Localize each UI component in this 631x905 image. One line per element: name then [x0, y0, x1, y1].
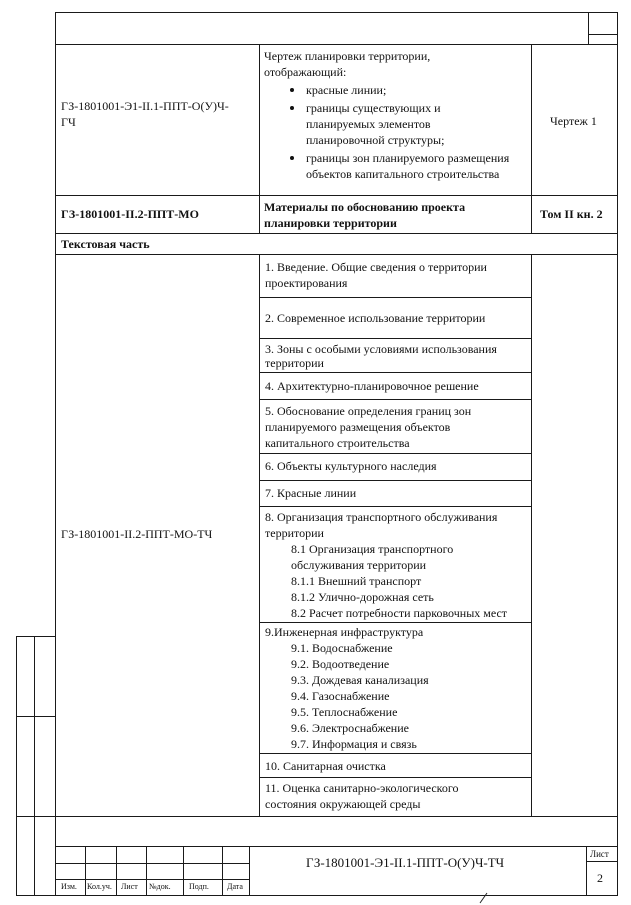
list-item: территории: [265, 526, 324, 540]
list-item: 7. Красные линии: [265, 486, 357, 500]
list-subitem: 8.2 Расчет потребности парковочных мест: [291, 606, 508, 620]
bullet-icon: [290, 156, 294, 160]
list-item: проектирования: [265, 276, 348, 290]
stamp-doc-code: ГЗ-1801001-Э1-II.1-ППТ-О(У)Ч-ТЧ: [306, 855, 505, 870]
list-subitem: 9.4. Газоснабжение: [291, 689, 390, 703]
list-item: 8. Организация транспортного обслуживания: [265, 510, 498, 524]
list-item: 11. Оценка санитарно-экологического: [265, 781, 459, 795]
list-item: 9.Инженерная инфраструктура: [265, 625, 424, 639]
list-subitem: обслуживания территории: [291, 558, 427, 572]
list-subitem: 9.3. Дождевая канализация: [291, 673, 429, 687]
stamp-col-label: Дата: [227, 882, 243, 891]
materials-volume: Том II кн. 2: [540, 207, 603, 221]
list-item: 4. Архитектурно-планировочное решение: [265, 379, 479, 393]
list-subitem: 9.2. Водоотведение: [291, 657, 390, 671]
drawing-code-line-2: ГЧ: [61, 115, 76, 129]
list-item: 10. Санитарная очистка: [265, 759, 386, 773]
stamp-col-label: Лист: [121, 882, 138, 891]
list-subitem: 9.5. Теплоснабжение: [291, 705, 398, 719]
list-subitem: 9.1. Водоснабжение: [291, 641, 393, 655]
stamp-sheet-number: 2: [597, 871, 603, 885]
list-subitem: 8.1.2 Улично-дорожная сеть: [291, 590, 434, 604]
list-item: планируемого размещения объектов: [265, 420, 451, 434]
materials-title-line-2: планировки территории: [264, 216, 397, 230]
stamp-col-label: №док.: [149, 882, 171, 891]
pen-mark: [474, 891, 494, 905]
list-subitem: 8.1.1 Внешний транспорт: [291, 574, 422, 588]
list-item: 5. Обоснование определения границ зон: [265, 404, 472, 418]
drawing-code-line-1: ГЗ-1801001-Э1-II.1-ППТ-О(У)Ч-: [61, 99, 229, 113]
list-item: 3. Зоны с особыми условиями использования: [265, 342, 497, 356]
bullet-icon: [290, 88, 294, 92]
bullet-text: объектов капитального строительства: [306, 167, 500, 181]
stamp-col-label: Кол.уч.: [87, 882, 112, 891]
list-item: 6. Объекты культурного наследия: [265, 459, 437, 473]
bullet-text: планируемых элементов: [306, 117, 431, 131]
bullet-text: планировочной структуры;: [306, 133, 445, 147]
list-subitem: 9.6. Электроснабжение: [291, 721, 409, 735]
stamp-col-label: Изм.: [61, 882, 77, 891]
bullet-text: границы зон планируемого размещения: [306, 151, 510, 165]
bullet-text: границы существующих и: [306, 101, 441, 115]
bullet-text: красные линии;: [306, 83, 387, 97]
drawing-title-line-2: отображающий:: [264, 65, 347, 79]
stamp-col-label: Подп.: [189, 882, 209, 891]
materials-code: ГЗ-1801001-II.2-ППТ-МО: [61, 207, 199, 221]
list-item: 1. Введение. Общие сведения о территории: [265, 260, 487, 274]
drawing-ref: Чертеж 1: [550, 114, 597, 128]
stamp-sheet-label: Лист: [590, 849, 609, 859]
drawing-title-line-1: Чертеж планировки территории,: [264, 49, 431, 63]
list-subitem: 9.7. Информация и связь: [291, 737, 417, 751]
list-subitem: 8.1 Организация транспортного: [291, 542, 454, 556]
materials-title-line-1: Материалы по обоснованию проекта: [264, 200, 466, 214]
list-item: состояния окружающей среды: [265, 797, 421, 811]
text-part-code: ГЗ-1801001-II.2-ППТ-МО-ТЧ: [61, 527, 213, 541]
section-header: Текстовая часть: [61, 237, 150, 251]
bullet-icon: [290, 106, 294, 110]
list-item: капитального строительства: [265, 436, 410, 450]
list-item: 2. Современное использование территории: [265, 311, 486, 325]
list-item: территории: [265, 356, 324, 370]
